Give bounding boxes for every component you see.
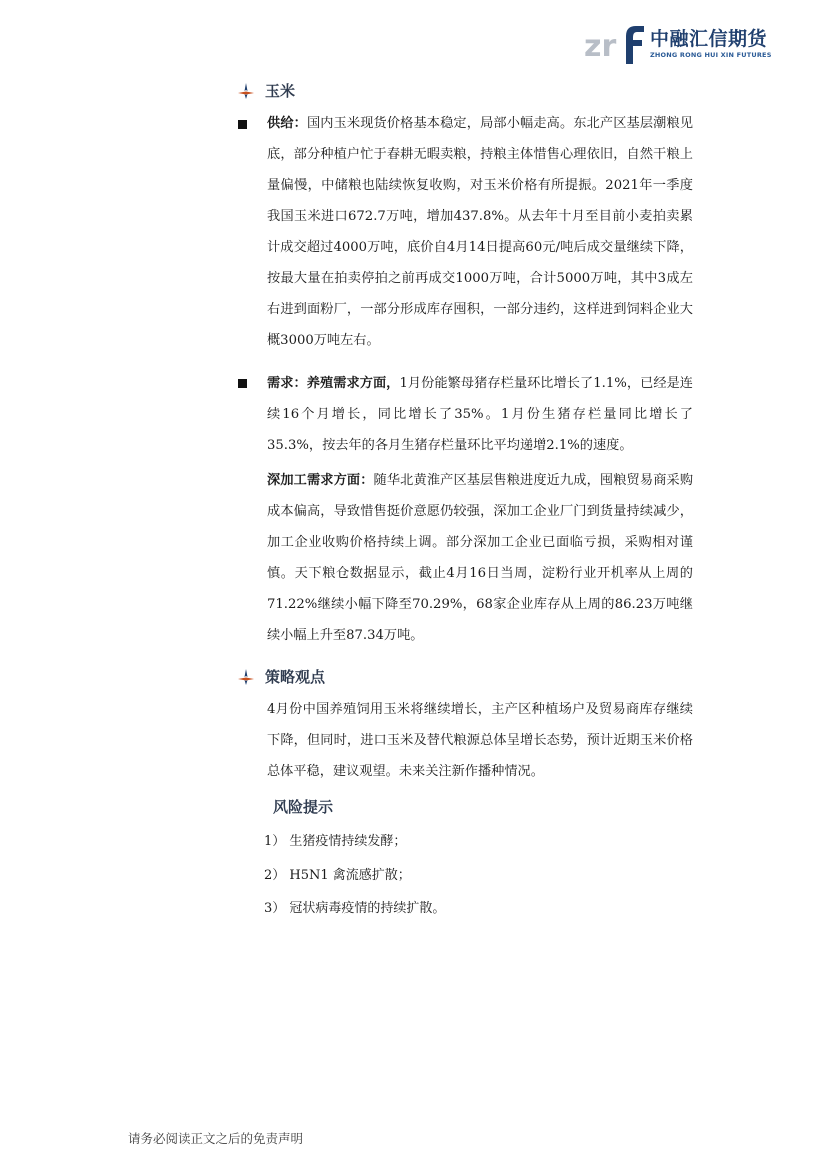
strategy-paragraph <box>267 694 693 787</box>
supply-label: 供给： <box>267 116 307 131</box>
disclaimer-footer: 请务必阅读正文之后的免责声明 <box>128 1131 304 1146</box>
logo-english-name: ZHONG RONG HUI XIN FUTURES <box>650 51 772 59</box>
strategy-text: 4月份中国养殖饲用玉米将继续增长，主产区种植场户及贸易商库存继续下降，但同时，进口玉米及替代粮源总体呈增长态势，预计近期玉米价格总体平稳，建议观望。未来关注新作播种情况。 <box>267 702 693 779</box>
company-logo <box>584 20 784 64</box>
supply-text: 国内玉米现货价格基本稳定，局部小幅走高。东北产区基层潮粮见底，部分种植户忙于春耕无暇卖粮，持粮主体惜售心理依旧，自然干粮上量偏慢，中储粮也陆续恢复收购，对玉米价格有所提振。2021年一季度我国玉米进口672.7万吨，增加437.8%。从去年十月至目前小麦拍卖累计成交超过4000万吨，底价自4月14日提高60元/吨后成交量继续下降，按最大量在拍卖停拍之前再成交1000万吨，合计5000万吨，其中3成左右进到面粉厂，一部分形成库存囤积，一部分违约，这样进到饲料企业大概3000万吨左右。 <box>267 116 694 348</box>
risk-item: 1） 生猪疫情持续发酵； <box>264 834 407 849</box>
deep-processing-paragraph <box>267 465 693 651</box>
logo-chinese-name: 中融汇信期货 <box>650 28 768 50</box>
deep-processing-text: 随华北黄淮产区基层售粮进度近九成，囤粮贸易商采购成本偏高，导致惜售挺价意愿仍较强，深加工企业厂门到货量持续减少，加工企业收购价格持续上调。部分深加工企业已面临亏损，采购相对谨慎。天下粮仓数据显示，截止4月16日当周，淀粉行业开机率从上周的71.22%继续小幅下降至70.29%，68家企业库存从上周的86.23万吨继续小幅上升至87.34万吨。 <box>267 473 694 643</box>
zrf-logo-mark <box>584 20 646 64</box>
section-arrow-icon <box>237 82 255 100</box>
risk-item: 3） 冠状病毒疫情的持续扩散。 <box>264 901 446 916</box>
section-corn-heading <box>237 80 295 101</box>
svg-text:zr: zr <box>584 29 617 64</box>
bullet-square-icon <box>238 120 247 129</box>
demand-label: 需求：养殖需求方面， <box>267 376 400 391</box>
risk-item: 2） H5N1 禽流感扩散； <box>264 868 411 883</box>
supply-paragraph <box>267 108 693 356</box>
section-corn-title: 玉米 <box>265 82 296 100</box>
risk-title: 风险提示 <box>273 798 334 816</box>
section-strategy-title: 策略观点 <box>265 668 326 686</box>
section-strategy-heading <box>237 666 325 687</box>
demand-paragraph <box>267 368 693 461</box>
deep-processing-label: 深加工需求方面： <box>267 473 374 488</box>
demand-text: 1月份能繁母猪存栏量环比增长了1.1%，已经是连续16个月增长，同比增长了35%。1月份生猪存栏量同比增长了35.3%，按去年的各月生猪存栏量环比平均递增2.1%的速度。 <box>267 376 693 453</box>
section-arrow-icon <box>237 668 255 686</box>
bullet-square-icon <box>238 379 247 388</box>
